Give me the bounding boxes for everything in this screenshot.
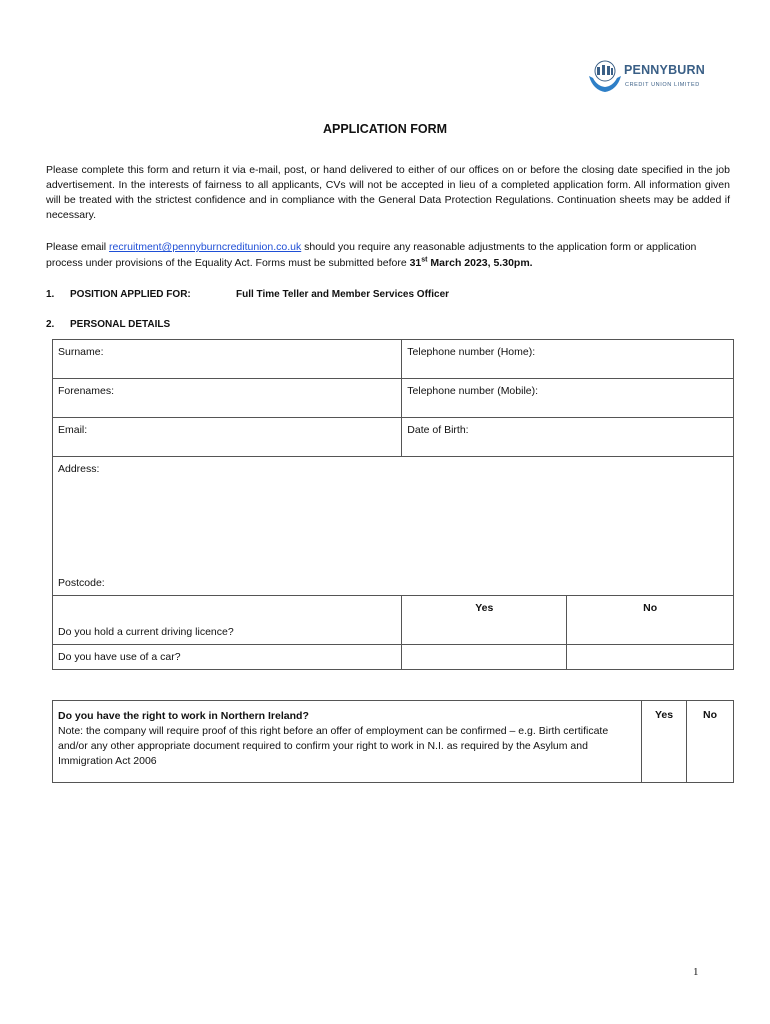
personal-details-table <box>52 339 734 670</box>
forenames-label: Forenames: <box>58 385 115 397</box>
driving-question: Do you hold a current driving licence? <box>53 596 383 645</box>
dob-field[interactable] <box>402 418 734 457</box>
section-position <box>46 289 450 300</box>
car-question: Do you have use of a car? <box>53 645 402 670</box>
page-number: 1 <box>693 966 699 978</box>
postcode-label: Postcode: <box>58 577 105 589</box>
rtw-note-text: Note: the company will require proof of this right before an offer of employment can be confirmed – e.g. Birth certificate and/or any other appropriate document required to confirm your right to work in N.I. as required by the Asylum and Immigration Act 2006 <box>58 725 609 767</box>
section-personal-details <box>46 319 170 330</box>
email-label: Email: <box>58 424 88 436</box>
section-number: 1. <box>46 289 55 300</box>
car-no[interactable] <box>567 645 734 670</box>
section-label: POSITION APPLIED FOR: <box>70 289 191 300</box>
rtw-question-text: Do you have the right to work in Northern Ireland? <box>58 710 309 722</box>
car-yes[interactable] <box>402 645 567 670</box>
recruitment-email-link[interactable]: recruitment@pennyburncreditunion.co.uk <box>109 241 302 253</box>
email-text-after: should you require any reasonable adjustments to the application form or application process under provisions of the Equality Act. Forms must be submitted before <box>46 241 697 269</box>
forenames-field[interactable] <box>53 379 402 418</box>
intro-paragraph: Please complete this form and return it via e-mail, post, or hand delivered to either of our offices on or before the closing date specified in the job advertisement. In the interests of fairness to all applicants, CVs will not be accepted in lieu of a completed application form. All information given will be treated with the strictest confidence and in compliance with the General Data Protection Regulations. Continuation sheets may be added if necessary. <box>46 164 730 221</box>
rtw-no[interactable]: No <box>687 701 734 783</box>
surname-label: Surname: <box>58 346 104 358</box>
dob-label: Date of Birth: <box>407 424 469 436</box>
section-number: 2. <box>46 319 55 330</box>
address-label: Address: <box>58 463 100 475</box>
driving-yes[interactable]: Yes <box>402 596 567 645</box>
hands-people-icon <box>585 58 625 98</box>
driving-no[interactable]: No <box>567 596 734 645</box>
right-to-work-table <box>52 700 734 783</box>
rtw-yes[interactable]: Yes <box>642 701 687 783</box>
email-field[interactable] <box>53 418 402 457</box>
tel-home-label: Telephone number (Home): <box>407 346 536 358</box>
tel-mobile-field[interactable] <box>402 379 734 418</box>
logo-subtitle: CREDIT UNION LIMITED <box>625 82 700 88</box>
position-value: Full Time Teller and Member Services Officer <box>236 289 450 300</box>
deadline: 31st March 2023, 5.30pm. <box>409 256 533 269</box>
pennyburn-logo <box>585 58 705 98</box>
email-paragraph <box>46 239 736 271</box>
section-label: PERSONAL DETAILS <box>70 319 171 330</box>
email-text-before: Please email <box>46 241 110 253</box>
tel-home-field[interactable] <box>402 340 734 379</box>
tel-mobile-label: Telephone number (Mobile): <box>407 385 539 397</box>
surname-field[interactable] <box>53 340 402 379</box>
address-field[interactable] <box>53 457 734 596</box>
right-to-work-question <box>53 701 642 783</box>
page-title: APPLICATION FORM <box>322 122 448 136</box>
logo-name: PENNYBURN <box>624 63 705 77</box>
